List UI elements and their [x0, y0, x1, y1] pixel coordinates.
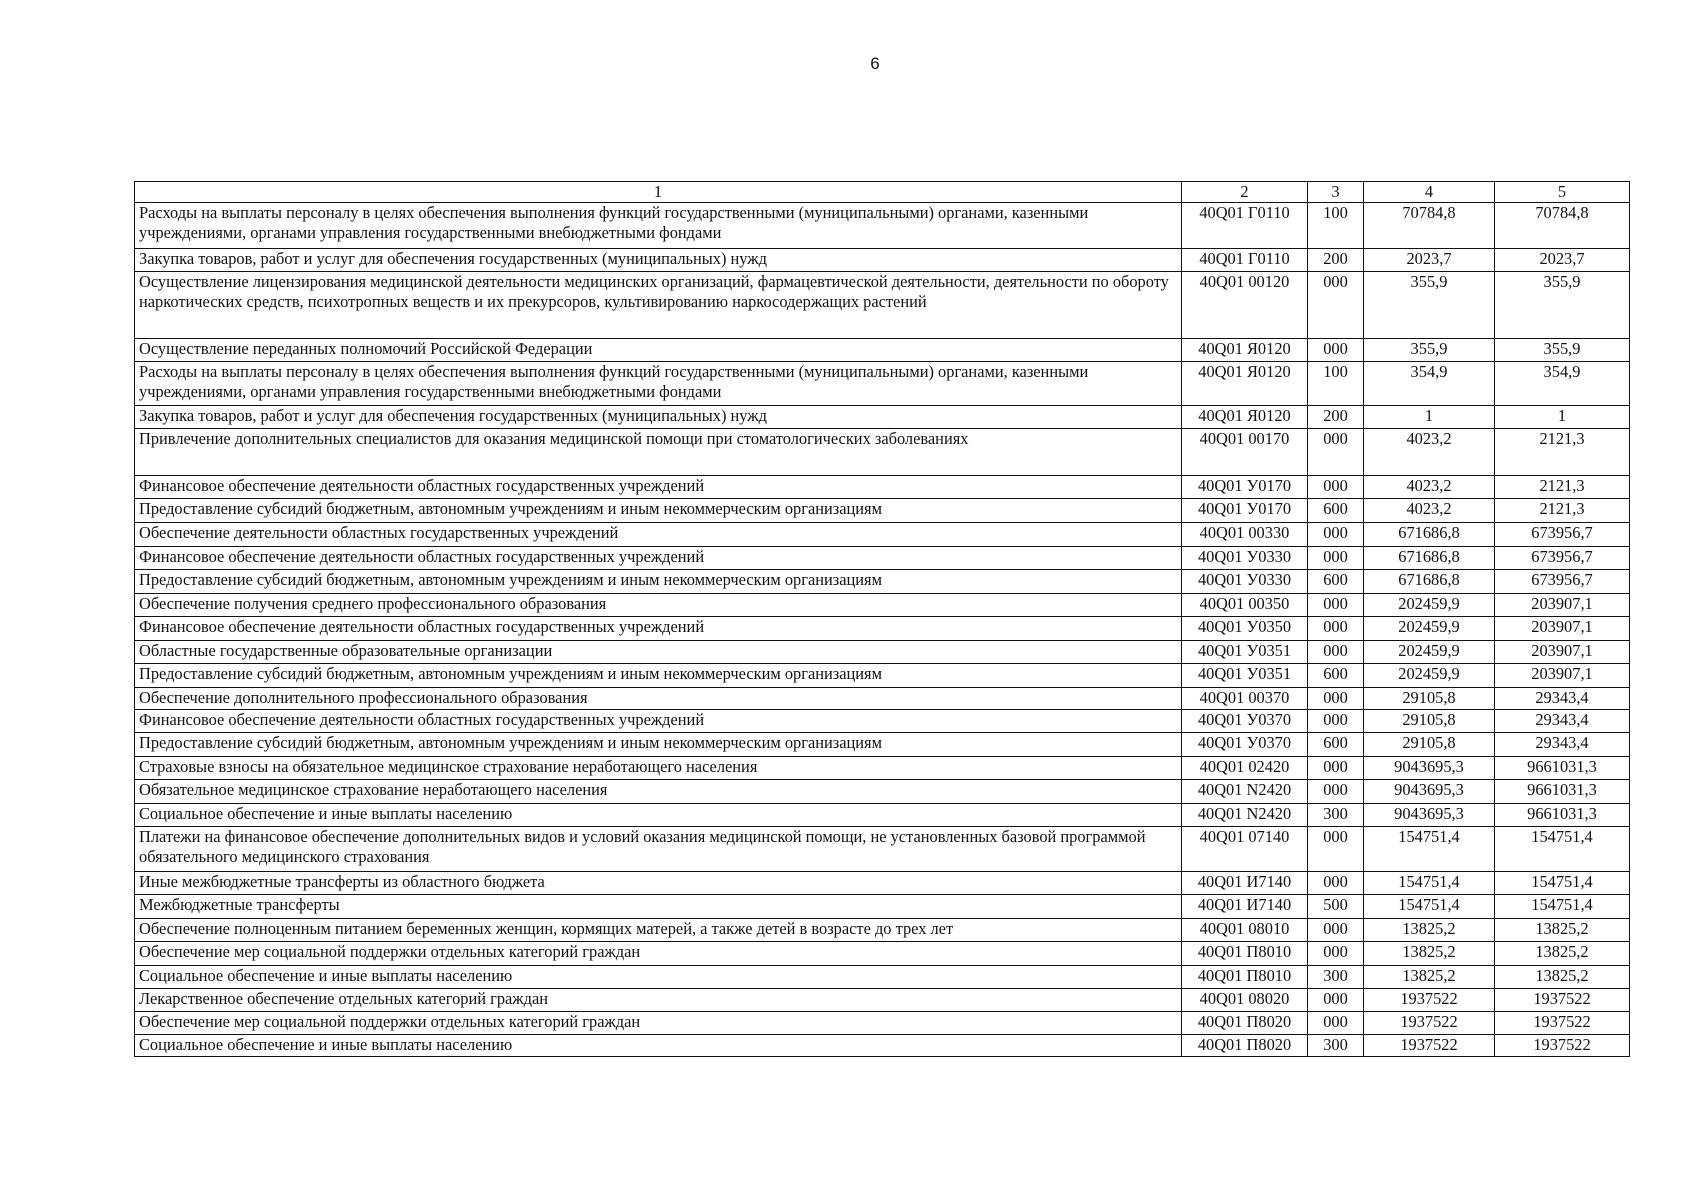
row-value-4: 355,9 — [1364, 272, 1495, 339]
row-value-5: 154751,4 — [1495, 895, 1630, 919]
row-code: 40Q01 Г0110 — [1182, 249, 1308, 272]
row-value-4: 9043695,3 — [1364, 804, 1495, 827]
row-value-4: 154751,4 — [1364, 827, 1495, 872]
table-row — [135, 617, 1630, 641]
row-code: 40Q01 00120 — [1182, 272, 1308, 339]
row-name: Межбюджетные трансферты — [135, 895, 1182, 919]
row-name: Предоставление субсидий бюджетным, автономным учреждениям и иным некоммерческим организациям — [135, 733, 1182, 757]
row-name: Страховые взносы на обязательное медицинское страхование неработающего населения — [135, 757, 1182, 780]
row-value-4: 355,9 — [1364, 339, 1495, 362]
table-row — [135, 757, 1630, 780]
row-type: 300 — [1308, 1035, 1364, 1057]
row-value-4: 202459,9 — [1364, 617, 1495, 641]
table-row — [135, 1035, 1630, 1057]
row-name: Финансовое обеспечение деятельности областных государственных учреждений — [135, 617, 1182, 641]
row-code: 40Q01 П8010 — [1182, 942, 1308, 966]
column-header: 5 — [1495, 182, 1630, 203]
row-type: 000 — [1308, 594, 1364, 617]
row-value-5: 203907,1 — [1495, 594, 1630, 617]
row-type: 100 — [1308, 203, 1364, 249]
row-type: 000 — [1308, 476, 1364, 499]
row-value-5: 2121,3 — [1495, 429, 1630, 476]
row-name: Обеспечение мер социальной поддержки отдельных категорий граждан — [135, 942, 1182, 966]
row-code: 40Q01 Г0110 — [1182, 203, 1308, 249]
page-number: 6 — [870, 54, 880, 73]
row-value-4: 1937522 — [1364, 1012, 1495, 1035]
row-type: 300 — [1308, 966, 1364, 989]
table-row — [135, 942, 1630, 966]
row-code: 40Q01 00170 — [1182, 429, 1308, 476]
row-value-4: 354,9 — [1364, 362, 1495, 406]
row-value-5: 2121,3 — [1495, 499, 1630, 523]
row-type: 000 — [1308, 617, 1364, 641]
row-value-5: 1937522 — [1495, 1035, 1630, 1057]
row-name: Обеспечение полноценным питанием беременных женщин, кормящих матерей, а также детей в возрасте до трех лет — [135, 919, 1182, 942]
row-type: 100 — [1308, 362, 1364, 406]
row-value-4: 1937522 — [1364, 989, 1495, 1012]
row-value-5: 355,9 — [1495, 272, 1630, 339]
row-type: 000 — [1308, 429, 1364, 476]
row-code: 40Q01 00330 — [1182, 523, 1308, 547]
row-value-5: 2121,3 — [1495, 476, 1630, 499]
table-row — [135, 499, 1630, 523]
row-value-5: 203907,1 — [1495, 641, 1630, 664]
row-name: Осуществление переданных полномочий Российской Федерации — [135, 339, 1182, 362]
row-value-5: 9661031,3 — [1495, 780, 1630, 804]
row-type: 600 — [1308, 499, 1364, 523]
row-code: 40Q01 У0351 — [1182, 641, 1308, 664]
row-code: 40Q01 Я0120 — [1182, 406, 1308, 429]
row-code: 40Q01 N2420 — [1182, 780, 1308, 804]
row-value-5: 13825,2 — [1495, 966, 1630, 989]
row-name: Обеспечение деятельности областных государственных учреждений — [135, 523, 1182, 547]
row-value-5: 1 — [1495, 406, 1630, 429]
row-name: Привлечение дополнительных специалистов для оказания медицинской помощи при стоматологических заболеваниях — [135, 429, 1182, 476]
row-code: 40Q01 У0170 — [1182, 499, 1308, 523]
table-row — [135, 780, 1630, 804]
row-value-5: 354,9 — [1495, 362, 1630, 406]
row-type: 000 — [1308, 339, 1364, 362]
row-name: Иные межбюджетные трансферты из областного бюджета — [135, 872, 1182, 895]
row-type: 000 — [1308, 710, 1364, 733]
row-code: 40Q01 И7140 — [1182, 872, 1308, 895]
table-row — [135, 710, 1630, 733]
row-type: 000 — [1308, 872, 1364, 895]
table-row — [135, 966, 1630, 989]
column-header: 1 — [135, 182, 1182, 203]
row-name: Обеспечение мер социальной поддержки отдельных категорий граждан — [135, 1012, 1182, 1035]
header-row — [135, 182, 1630, 203]
row-value-4: 2023,7 — [1364, 249, 1495, 272]
row-value-5: 673956,7 — [1495, 523, 1630, 547]
row-name: Обязательное медицинское страхование неработающего населения — [135, 780, 1182, 804]
row-value-5: 154751,4 — [1495, 872, 1630, 895]
row-type: 000 — [1308, 688, 1364, 710]
row-value-5: 1937522 — [1495, 1012, 1630, 1035]
row-name: Предоставление субсидий бюджетным, автономным учреждениям и иным некоммерческим организациям — [135, 499, 1182, 523]
row-value-5: 70784,8 — [1495, 203, 1630, 249]
table-row — [135, 827, 1630, 872]
row-code: 40Q01 07140 — [1182, 827, 1308, 872]
row-code: 40Q01 08020 — [1182, 989, 1308, 1012]
row-name: Социальное обеспечение и иные выплаты населению — [135, 1035, 1182, 1057]
row-value-5: 2023,7 — [1495, 249, 1630, 272]
row-type: 000 — [1308, 780, 1364, 804]
table-row — [135, 476, 1630, 499]
row-code: 40Q01 Я0120 — [1182, 339, 1308, 362]
row-value-4: 202459,9 — [1364, 664, 1495, 688]
row-name: Предоставление субсидий бюджетным, автономным учреждениям и иным некоммерческим организациям — [135, 664, 1182, 688]
row-value-5: 355,9 — [1495, 339, 1630, 362]
row-code: 40Q01 У0350 — [1182, 617, 1308, 641]
row-name: Осуществление лицензирования медицинской деятельности медицинских организаций, фармацевтической деятельности, деятельности по обороту наркотических средств, психотропных веществ и их прекурсоров, культивированию наркосодержащих растений — [135, 272, 1182, 339]
row-value-5: 9661031,3 — [1495, 757, 1630, 780]
row-value-4: 4023,2 — [1364, 499, 1495, 523]
row-type: 000 — [1308, 523, 1364, 547]
row-type: 200 — [1308, 406, 1364, 429]
row-type: 000 — [1308, 272, 1364, 339]
row-value-5: 29343,4 — [1495, 733, 1630, 757]
row-code: 40Q01 У0330 — [1182, 547, 1308, 570]
table-row — [135, 872, 1630, 895]
row-type: 000 — [1308, 757, 1364, 780]
table-row — [135, 523, 1630, 547]
row-value-4: 1937522 — [1364, 1035, 1495, 1057]
table-row — [135, 989, 1630, 1012]
row-value-5: 203907,1 — [1495, 617, 1630, 641]
row-code: 40Q01 00350 — [1182, 594, 1308, 617]
table-row — [135, 688, 1630, 710]
row-code: 40Q01 У0370 — [1182, 710, 1308, 733]
row-value-4: 4023,2 — [1364, 429, 1495, 476]
table-row — [135, 895, 1630, 919]
row-value-5: 673956,7 — [1495, 547, 1630, 570]
table-row — [135, 406, 1630, 429]
table-row — [135, 733, 1630, 757]
row-type: 000 — [1308, 919, 1364, 942]
row-value-4: 154751,4 — [1364, 872, 1495, 895]
row-code: 40Q01 У0170 — [1182, 476, 1308, 499]
row-value-5: 203907,1 — [1495, 664, 1630, 688]
budget-table — [134, 181, 1630, 1057]
row-type: 600 — [1308, 664, 1364, 688]
row-value-5: 154751,4 — [1495, 827, 1630, 872]
table-row — [135, 919, 1630, 942]
row-name: Расходы на выплаты персоналу в целях обеспечения выполнения функций государственными (муниципальными) органами, казенными учреждениями, органами управления государственными внебюджетными фондами — [135, 203, 1182, 249]
row-type: 300 — [1308, 804, 1364, 827]
row-value-4: 13825,2 — [1364, 942, 1495, 966]
row-value-5: 1937522 — [1495, 989, 1630, 1012]
row-name: Финансовое обеспечение деятельности областных государственных учреждений — [135, 476, 1182, 499]
row-value-5: 29343,4 — [1495, 688, 1630, 710]
row-value-4: 671686,8 — [1364, 523, 1495, 547]
row-value-4: 202459,9 — [1364, 641, 1495, 664]
row-name: Расходы на выплаты персоналу в целях обеспечения выполнения функций государственными (муниципальными) органами, казенными учреждениями, органами управления государственными внебюджетными фондами — [135, 362, 1182, 406]
row-name: Социальное обеспечение и иные выплаты населению — [135, 804, 1182, 827]
table-row — [135, 429, 1630, 476]
row-name: Социальное обеспечение и иные выплаты населению — [135, 966, 1182, 989]
row-code: 40Q01 У0370 — [1182, 733, 1308, 757]
row-code: 40Q01 Я0120 — [1182, 362, 1308, 406]
table-row — [135, 203, 1630, 249]
row-code: 40Q01 И7140 — [1182, 895, 1308, 919]
row-name: Лекарственное обеспечение отдельных категорий граждан — [135, 989, 1182, 1012]
row-value-4: 9043695,3 — [1364, 757, 1495, 780]
row-value-4: 29105,8 — [1364, 733, 1495, 757]
row-code: 40Q01 02420 — [1182, 757, 1308, 780]
row-value-5: 13825,2 — [1495, 942, 1630, 966]
row-name: Закупка товаров, работ и услуг для обеспечения государственных (муниципальных) нужд — [135, 406, 1182, 429]
row-name: Финансовое обеспечение деятельности областных государственных учреждений — [135, 710, 1182, 733]
row-value-4: 13825,2 — [1364, 966, 1495, 989]
row-name: Обеспечение дополнительного профессионального образования — [135, 688, 1182, 710]
row-name: Областные государственные образовательные организации — [135, 641, 1182, 664]
row-value-4: 202459,9 — [1364, 594, 1495, 617]
row-value-4: 13825,2 — [1364, 919, 1495, 942]
row-value-5: 13825,2 — [1495, 919, 1630, 942]
row-type: 000 — [1308, 547, 1364, 570]
row-code: 40Q01 У0351 — [1182, 664, 1308, 688]
row-value-5: 673956,7 — [1495, 570, 1630, 594]
row-value-4: 70784,8 — [1364, 203, 1495, 249]
table-row — [135, 804, 1630, 827]
row-code: 40Q01 00370 — [1182, 688, 1308, 710]
table-row — [135, 641, 1630, 664]
row-code: 40Q01 У0330 — [1182, 570, 1308, 594]
row-type: 200 — [1308, 249, 1364, 272]
row-value-4: 4023,2 — [1364, 476, 1495, 499]
row-code: 40Q01 П8020 — [1182, 1035, 1308, 1057]
row-value-4: 154751,4 — [1364, 895, 1495, 919]
row-value-4: 9043695,3 — [1364, 780, 1495, 804]
row-type: 000 — [1308, 1012, 1364, 1035]
row-type: 000 — [1308, 827, 1364, 872]
row-type: 000 — [1308, 989, 1364, 1012]
table-row — [135, 249, 1630, 272]
row-value-4: 1 — [1364, 406, 1495, 429]
row-type: 600 — [1308, 733, 1364, 757]
column-header: 4 — [1364, 182, 1495, 203]
row-value-4: 29105,8 — [1364, 710, 1495, 733]
table-row — [135, 339, 1630, 362]
row-value-4: 29105,8 — [1364, 688, 1495, 710]
row-value-4: 671686,8 — [1364, 570, 1495, 594]
row-value-4: 671686,8 — [1364, 547, 1495, 570]
row-type: 500 — [1308, 895, 1364, 919]
table-row — [135, 547, 1630, 570]
row-name: Обеспечение получения среднего профессионального образования — [135, 594, 1182, 617]
table-row — [135, 272, 1630, 339]
row-type: 000 — [1308, 942, 1364, 966]
row-code: 40Q01 П8020 — [1182, 1012, 1308, 1035]
table-row — [135, 570, 1630, 594]
table-row — [135, 664, 1630, 688]
row-type: 000 — [1308, 641, 1364, 664]
row-name: Закупка товаров, работ и услуг для обеспечения государственных (муниципальных) нужд — [135, 249, 1182, 272]
row-name: Финансовое обеспечение деятельности областных государственных учреждений — [135, 547, 1182, 570]
row-value-5: 29343,4 — [1495, 710, 1630, 733]
table-row — [135, 1012, 1630, 1035]
row-name: Платежи на финансовое обеспечение дополнительных видов и условий оказания медицинской помощи, не установленных базовой программой обязательного медицинского страхования — [135, 827, 1182, 872]
row-code: 40Q01 08010 — [1182, 919, 1308, 942]
row-name: Предоставление субсидий бюджетным, автономным учреждениям и иным некоммерческим организациям — [135, 570, 1182, 594]
row-code: 40Q01 N2420 — [1182, 804, 1308, 827]
row-type: 600 — [1308, 570, 1364, 594]
row-code: 40Q01 П8010 — [1182, 966, 1308, 989]
column-header: 2 — [1182, 182, 1308, 203]
table-body — [135, 203, 1630, 1057]
row-value-5: 9661031,3 — [1495, 804, 1630, 827]
table-row — [135, 362, 1630, 406]
table-row — [135, 594, 1630, 617]
column-header: 3 — [1308, 182, 1364, 203]
